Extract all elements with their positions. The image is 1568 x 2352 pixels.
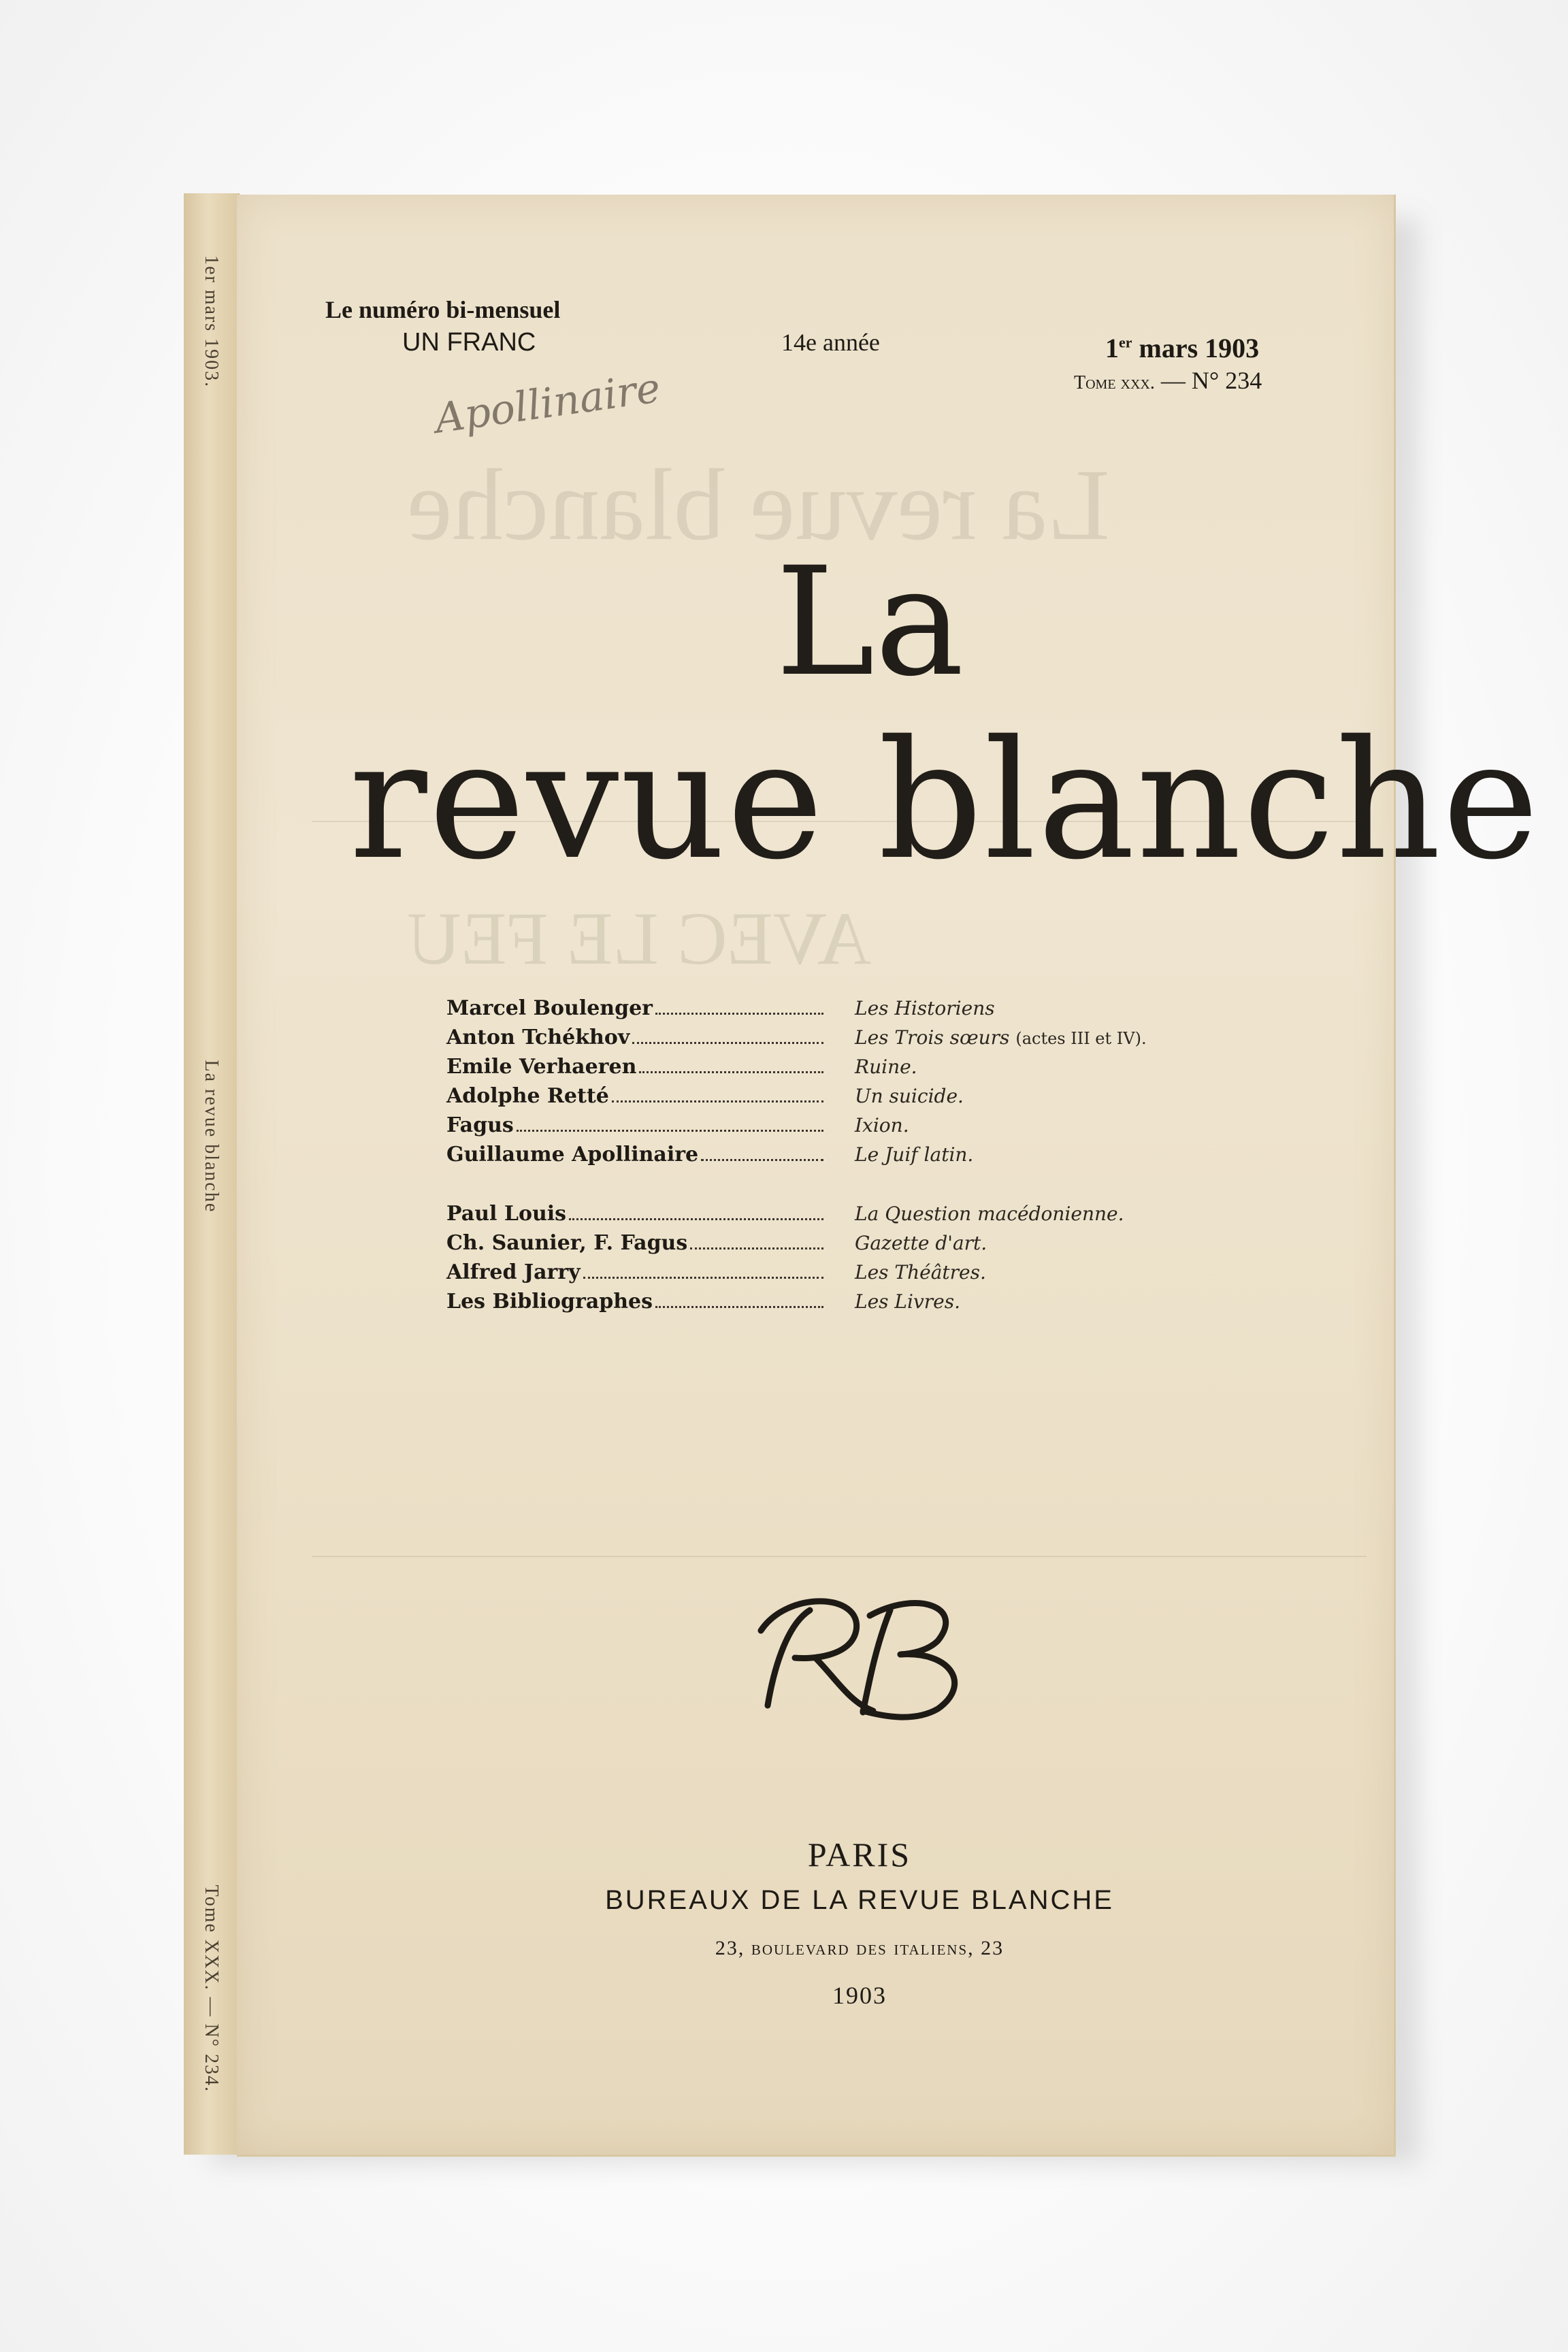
- toc-work-title: Un suicide.: [855, 1085, 964, 1107]
- toc-work-title: Les Livres.: [855, 1290, 961, 1313]
- toc-row: [446, 1026, 1331, 1055]
- leader-dots: [632, 1042, 823, 1044]
- leader-dots: [690, 1247, 823, 1250]
- table-of-contents-main: [446, 996, 1331, 1172]
- leader-dots: [517, 1130, 823, 1132]
- magazine-cover: [237, 195, 1541, 2157]
- leader-dots: [701, 1159, 823, 1161]
- show-through-print-lower: AVEC LE FEU: [407, 897, 872, 980]
- toc-author-name: Emile Verhaeren: [446, 1055, 637, 1079]
- toc-author: [446, 1084, 828, 1108]
- imprint-publisher: BUREAUX DE LA REVUE BLANCHE: [605, 1885, 1114, 1915]
- leader-dots: [655, 1306, 823, 1308]
- toc-work-title: Les Théâtres.: [855, 1261, 986, 1284]
- tome-label: Tome xxx.: [1074, 372, 1155, 393]
- title-line-2: revue blanche: [349, 705, 1541, 896]
- magazine-spine: [184, 193, 240, 2155]
- toc-author-name: Adolphe Retté: [446, 1084, 609, 1108]
- year-number: 14e année: [781, 329, 880, 356]
- issue-frequency: Le numéro bi-mensuel: [325, 296, 561, 323]
- toc-author: [446, 1290, 828, 1313]
- toc-work-extra: (actes III et IV).: [1015, 1029, 1147, 1048]
- issue-date-rest: mars 1903: [1139, 333, 1260, 363]
- table-of-contents-chronicles: [446, 1202, 1331, 1319]
- toc-author-name: Fagus: [446, 1113, 514, 1137]
- toc-row: [446, 1055, 1331, 1084]
- issue-date: [1105, 332, 1259, 364]
- toc-row: [446, 1231, 1331, 1260]
- toc-author-name: Alfred Jarry: [446, 1260, 581, 1284]
- toc-work-title: Le Juif latin.: [855, 1143, 974, 1166]
- toc-work: [828, 1056, 917, 1078]
- toc-work-title: Gazette d'art.: [855, 1232, 987, 1254]
- show-through-print: La revue blanche: [407, 448, 1110, 561]
- toc-row: [446, 996, 1331, 1026]
- leader-dots: [583, 1277, 823, 1279]
- toc-author: [446, 1026, 828, 1049]
- issue-number: — N° 234: [1160, 367, 1262, 394]
- title-line-1: La: [775, 535, 964, 709]
- toc-author-name: Ch. Saunier, F. Fagus: [446, 1231, 688, 1255]
- leader-dots: [639, 1071, 823, 1073]
- spine-title: La revue blanche: [201, 1060, 222, 1213]
- toc-work: [828, 1203, 1124, 1225]
- toc-author: [446, 1231, 828, 1255]
- toc-work-title: Ruine.: [855, 1056, 917, 1078]
- toc-work: [828, 997, 995, 1019]
- toc-row: [446, 1202, 1331, 1231]
- toc-author: [446, 1202, 828, 1226]
- toc-row: [446, 1260, 1331, 1290]
- leader-dots: [655, 1013, 823, 1015]
- toc-author: [446, 1055, 828, 1079]
- leader-dots: [569, 1218, 823, 1220]
- toc-work-title: Ixion.: [855, 1114, 909, 1137]
- spine-date: 1er mars 1903.: [201, 255, 222, 389]
- toc-work: [828, 1143, 973, 1166]
- spine-tome: Tome XXX. — N° 234.: [201, 1884, 222, 2093]
- leader-dots: [612, 1100, 823, 1102]
- imprint-address: 23, boulevard des italiens, 23: [715, 1937, 1004, 1959]
- toc-work: [828, 1085, 964, 1107]
- toc-work-title: Les Trois sœurs: [855, 1026, 1010, 1049]
- show-through-rule: [312, 1556, 1367, 1557]
- toc-work: [828, 1026, 1147, 1049]
- toc-author-name: Marcel Boulenger: [446, 996, 653, 1020]
- toc-work: [828, 1232, 987, 1254]
- toc-work: [828, 1261, 986, 1284]
- handwritten-annotation: Apollinaire: [431, 364, 664, 443]
- toc-row: [446, 1290, 1331, 1319]
- toc-author: [446, 1143, 828, 1166]
- toc-author: [446, 1113, 828, 1137]
- spine-text: [200, 255, 222, 2093]
- toc-author-name: Paul Louis: [446, 1202, 567, 1226]
- rb-monogram-logo: [284, 1583, 1441, 1729]
- toc-row: [446, 1084, 1331, 1113]
- toc-author-name: Anton Tchékhov: [446, 1026, 630, 1049]
- toc-author: [446, 1260, 828, 1284]
- imprint-year: 1903: [832, 1982, 887, 2009]
- toc-author-name: Guillaume Apollinaire: [446, 1143, 699, 1166]
- issue-date-day-suffix: er: [1119, 333, 1132, 351]
- issue-price: UN FRANC: [402, 328, 536, 357]
- issue-date-day: 1: [1105, 333, 1119, 363]
- rb-monogram-icon: [747, 1583, 979, 1726]
- toc-author: [446, 996, 828, 1020]
- toc-work: [828, 1114, 909, 1137]
- toc-row: [446, 1113, 1331, 1143]
- toc-work-title: Les Historiens: [855, 997, 995, 1019]
- toc-work-title: La Question macédonienne.: [855, 1203, 1124, 1225]
- toc-row: [446, 1143, 1331, 1172]
- tome-number: [1074, 366, 1262, 395]
- toc-work: [828, 1290, 960, 1313]
- imprint-city: PARIS: [807, 1835, 912, 1874]
- toc-author-name: Les Bibliographes: [446, 1290, 653, 1313]
